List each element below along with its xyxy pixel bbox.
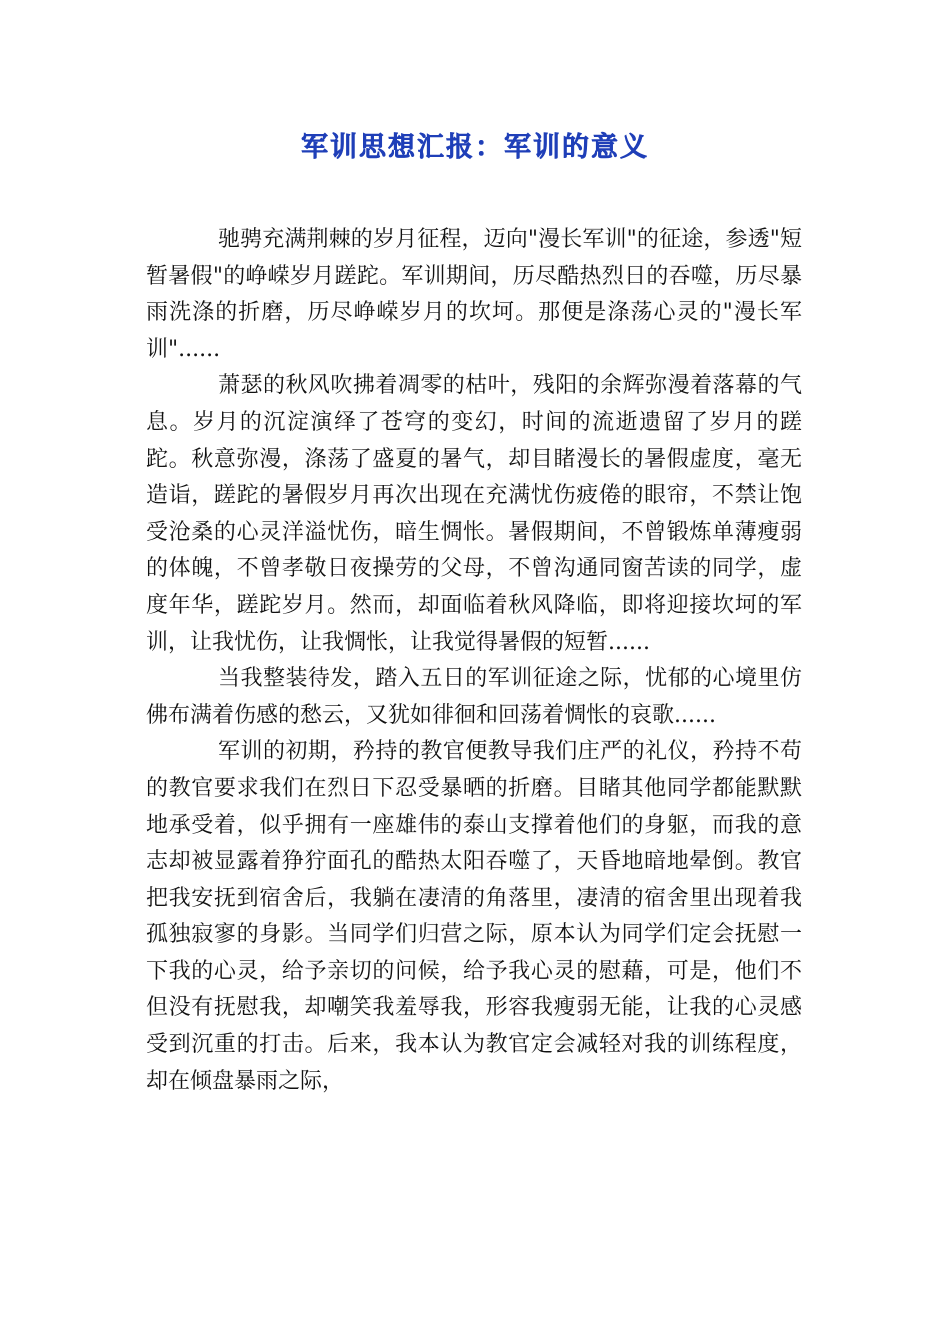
- document-body: [146, 222, 802, 1100]
- paragraph-4: 军训的初期，矜持的教官便教导我们庄严的礼仪，矜持不苟的教官要求我们在烈日下忍受暴晒的折磨。目睹其他同学都能默默地承受着，似乎拥有一座雄伟的泰山支撑着他们的身躯，而我的意志却被显露着狰狞面孔的酷热太阳吞噬了，天昏地暗地晕倒。教官把我安抚到宿舍后，我躺在凄清的角落里，凄清的宿舍里出现着我孤独寂寥的身影。当同学们归营之际，原本认为同学们定会抚慰一下我的心灵，给予亲切的问候，给予我心灵的慰藉，可是，他们不但没有抚慰我，却嘲笑我羞辱我，形容我瘦弱无能，让我的心灵感受到沉重的打击。后来，我本认为教官定会减轻对我的训练程度，却在倾盘暴雨之际，: [146, 739, 802, 1094]
- paragraph-3: 当我整装待发，踏入五日的军训征途之际，忧郁的心境里仿佛布满着伤感的愁云，又犹如徘徊和回荡着惆怅的哀歌......: [146, 666, 802, 728]
- document-title: 军训思想汇报：军训的意义: [301, 132, 649, 163]
- paragraph-2: 萧瑟的秋风吹拂着凋零的枯叶，残阳的余辉弥漫着落幕的气息。岁月的沉淀演绎了苍穹的变幻，时间的流逝遗留了岁月的蹉跎。秋意弥漫，涤荡了盛夏的暑气，却目睹漫长的暑假虚度，毫无造诣，蹉跎的暑假岁月再次出现在充满忧伤疲倦的眼帘，不禁让饱受沧桑的心灵洋溢忧伤，暗生惆怅。暑假期间，不曾锻炼单薄瘦弱的体魄，不曾孝敬日夜操劳的父母，不曾沟通同窗苦读的同学，虚度年华，蹉跎岁月。然而，却面临着秋风降临，即将迎接坎坷的军训，让我忧伤，让我惆怅，让我觉得暑假的短暂......: [146, 373, 802, 655]
- paragraph-1: 驰骋充满荆棘的岁月征程，迈向"漫长军训"的征途，参透"短暂暑假"的峥嵘岁月蹉跎。军训期间，历尽酷热烈日的吞噬，历尽暴雨洗涤的折磨，历尽峥嵘岁月的坎坷。那便是涤荡心灵的"漫长军训"......: [146, 227, 802, 362]
